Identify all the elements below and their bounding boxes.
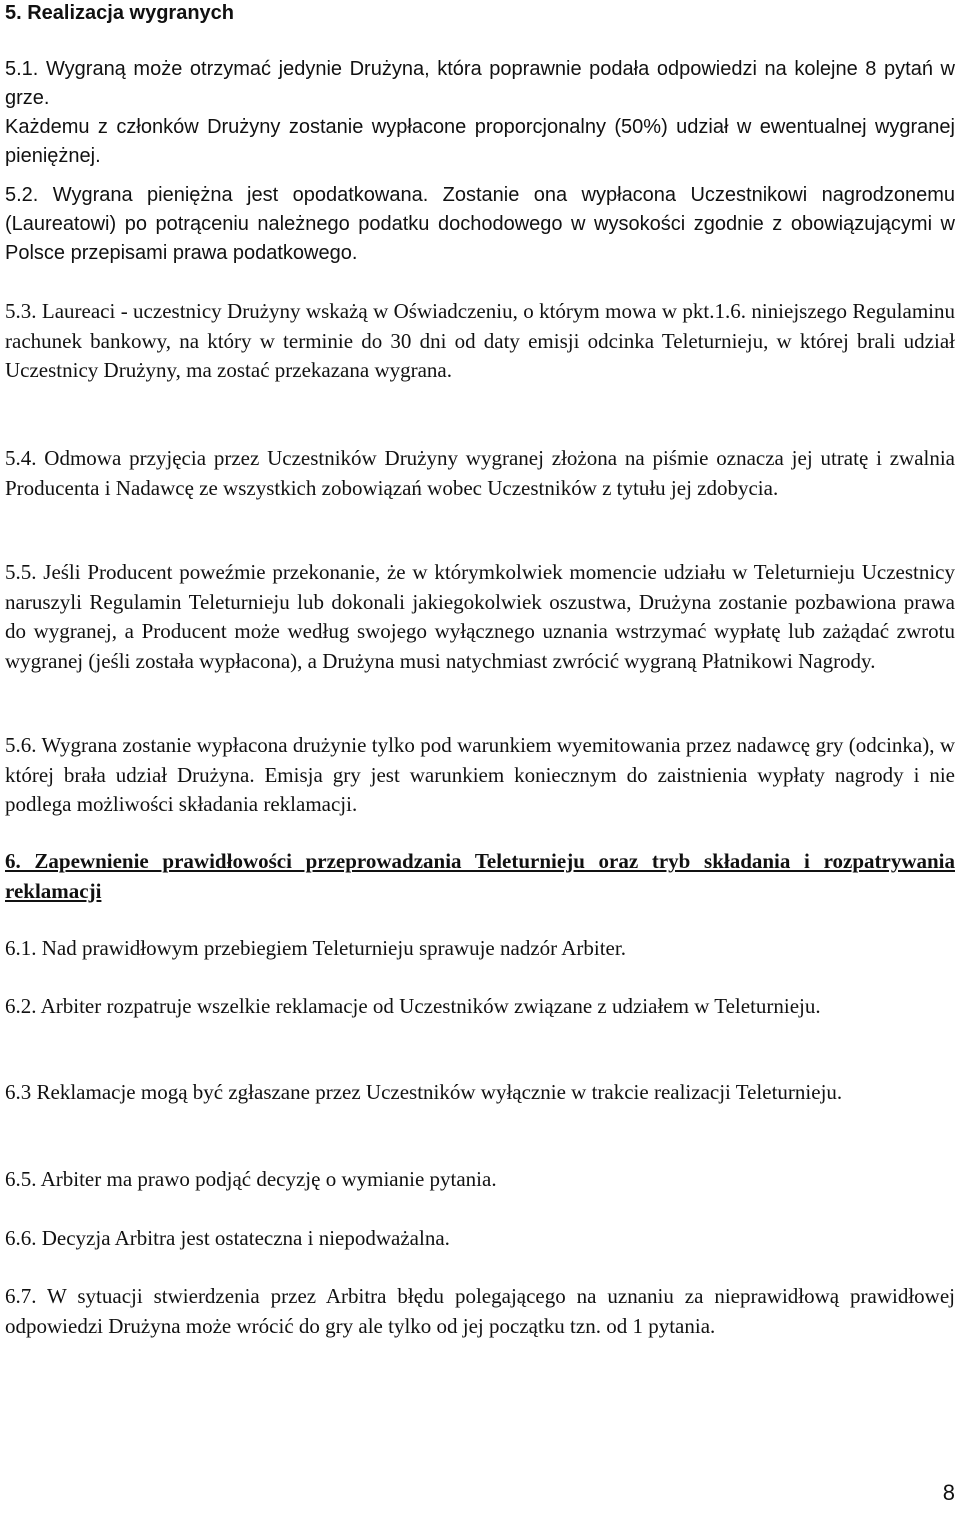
section-5-heading: 5. Realizacja wygranych bbox=[5, 2, 235, 24]
paragraph-6-6: 6.6. Decyzja Arbitra jest ostateczna i niepodważalna. bbox=[5, 1226, 450, 1250]
paragraph-6-1: 6.1. Nad prawidłowym przebiegiem Teleturnieju sprawuje nadzór Arbiter. bbox=[5, 936, 626, 960]
section-6-heading: 6. Zapewnienie prawidłowości przeprowadzania Teleturnieju oraz tryb składania i rozpatrywania reklamacji bbox=[5, 849, 955, 903]
paragraph-6-2: 6.2. Arbiter rozpatruje wszelkie reklamacje od Uczestników związane z udziałem w Teleturnieju. bbox=[5, 994, 821, 1018]
paragraph-5-4: 5.4. Odmowa przyjęcia przez Uczestników Drużyny wygranej złożona na piśmie oznacza jej utratę i zwalnia Producenta i Nadawcę ze wszystkich zobowiązań wobec Uczestników z tytułu jej zdobycia. bbox=[5, 446, 955, 500]
paragraph-5-5: 5.5. Jeśli Producent poweźmie przekonanie, że w którymkolwiek momencie udziału w Teleturnieju Uczestnicy naruszyli Regulamin Teleturnieju lub dokonali jakiegokolwiek oszustwa, Drużyna zostanie pozbawiona prawa do wygranej, a Producent może według swojego wyłącznego uznania wstrzymać wypłatę lub zażądać zwrotu wygranej (jeśli została wypłacona), a Drużyna musi natychmiast zwrócić wygraną Płatnikowi Nagrody. bbox=[5, 560, 955, 673]
paragraph-6-3: 6.3 Reklamacje mogą być zgłaszane przez Uczestników wyłącznie w trakcie realizacji Teleturnieju. bbox=[5, 1080, 843, 1104]
page-number: 8 bbox=[942, 1480, 955, 1505]
paragraph-5-1: 5.1. Wygraną może otrzymać jedynie Drużyna, która poprawnie podała odpowiedzi na kolejne 8 pytań w grze. bbox=[5, 58, 955, 109]
paragraph-5-1-continued: Każdemu z członków Drużyny zostanie wypłacone proporcjonalny (50%) udział w ewentualnej wygranej pieniężnej. bbox=[5, 116, 955, 167]
paragraph-6-7: 6.7. W sytuacji stwierdzenia przez Arbitra błędu polegającego na uznaniu za nieprawidłową prawidłowej odpowiedzi Drużyna może wrócić do gry ale tylko od jej początku tzn. od 1 pytania. bbox=[5, 1284, 955, 1338]
paragraph-5-3: 5.3. Laureaci - uczestnicy Drużyny wskażą w Oświadczeniu, o którym mowa w pkt.1.6. niniejszego Regulaminu rachunek bankowy, na który w terminie do 30 dni od daty emisji odcinka Teleturnieju, w której brali udział Uczestnicy Drużyny, ma zostać przekazana wygrana. bbox=[5, 299, 955, 382]
paragraph-5-6: 5.6. Wygrana zostanie wypłacona drużynie tylko pod warunkiem wyemitowania przez nadawcę gry (odcinka), w której brała udział Drużyna. Emisja gry jest warunkiem koniecznym do zaistnienia wypłaty nagrody i nie podlega możliwości składania reklamacji. bbox=[5, 733, 955, 816]
paragraph-5-2: 5.2. Wygrana pieniężna jest opodatkowana. Zostanie ona wypłacona Uczestnikowi nagrodzonemu (Laureatowi) po potrąceniu należnego podatku dochodowego w wysokości zgodnie z obowiązującymi w Polsce przepisami prawa podatkowego. bbox=[5, 184, 955, 264]
paragraph-6-5: 6.5. Arbiter ma prawo podjąć decyzję o wymianie pytania. bbox=[5, 1167, 497, 1191]
